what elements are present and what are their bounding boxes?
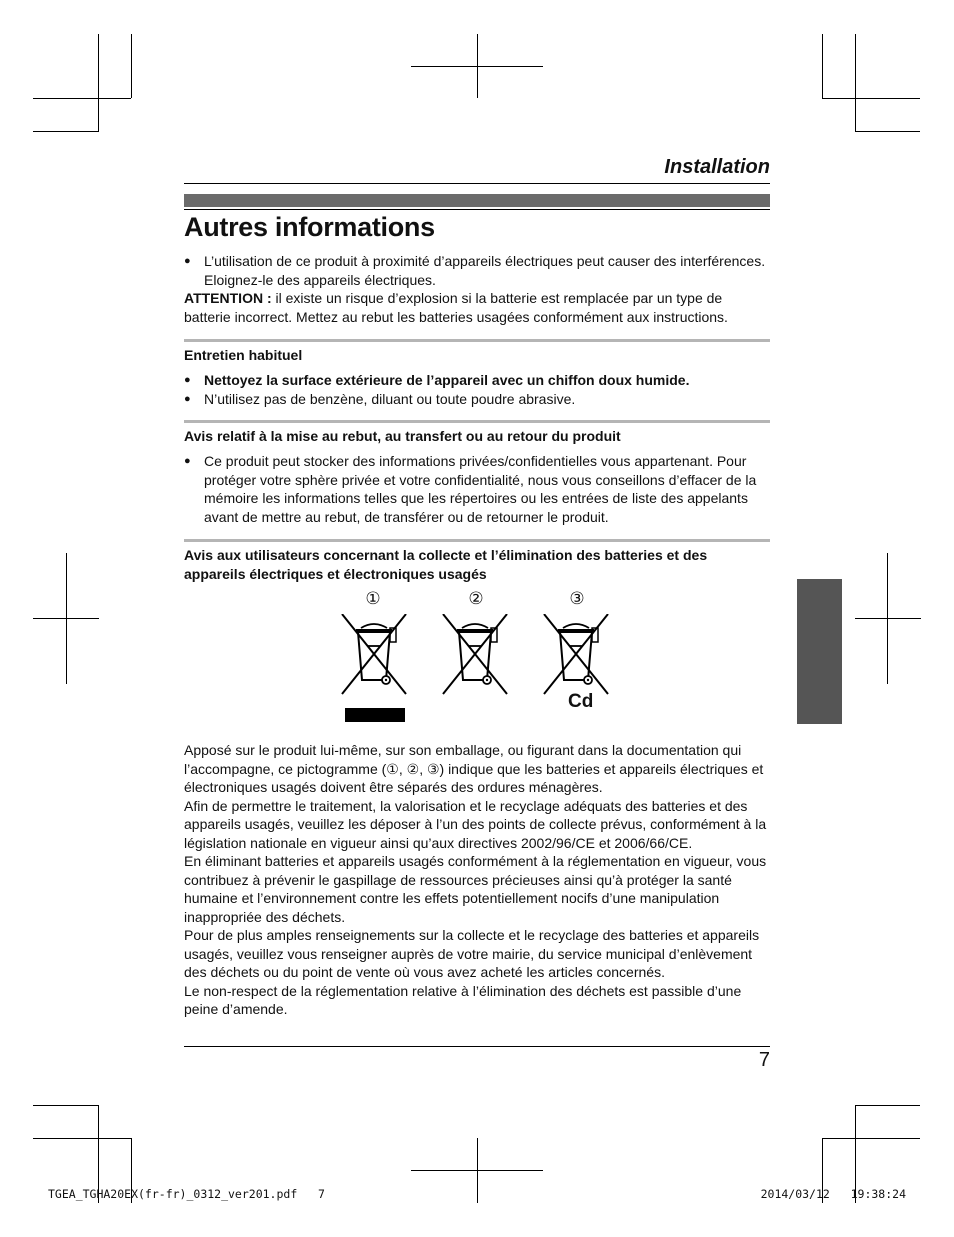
bullet-icon: ● (184, 255, 191, 267)
weee-paragraph: Afin de permettre le traitement, la valorisation et le recyclage adéquats des batteries et des appareils usagés, veuillez les déposer à l’un des points de collecte prévus, conformément à la législation nationale en vigueur ainsi qu’aux directives 2002/96/CE et 2006/66/CE. (184, 797, 767, 851)
list-item (184, 390, 770, 409)
section-divider (184, 420, 770, 423)
maintenance-item: Nettoyez la surface extérieure de l’appareil avec un chiffon doux humide. (204, 372, 690, 388)
maintenance-list (184, 371, 770, 408)
crop-mark (822, 34, 823, 98)
disposal-heading: Avis relatif à la mise au rebut, au transfert ou au retour du produit (184, 428, 621, 444)
page-number: 7 (758, 1049, 770, 1071)
section-divider (184, 539, 770, 542)
section-header: Installation (664, 156, 770, 178)
crop-mark (131, 34, 132, 98)
weee-heading: Avis aux utilisateurs concernant la collecte et l’élimination des batteries et des appareils électriques et électroniques usagés (184, 547, 708, 582)
section-divider (184, 339, 770, 342)
attention-paragraph (184, 289, 770, 326)
attention-text: il existe un risque d’explosion si la batterie est remplacée par un type de batterie incorrect. Mettez au rebut les batteries usagées conformément aux instructions. (184, 290, 728, 325)
crop-mark (822, 1138, 920, 1139)
weee-paragraph: Le non-respect de la réglementation relative à l’élimination des déchets est passible d’une peine d’amende. (184, 982, 742, 1017)
attention-label: ATTENTION : (184, 290, 272, 306)
weee-body (184, 741, 770, 1019)
maintenance-item: N’utilisez pas de benzène, diluant ou toute poudre abrasive. (204, 390, 576, 407)
crop-mark (855, 1105, 920, 1106)
weee-paragraph: En éliminant batteries et appareils usagés conformément à la réglementation en vigueur, vous contribuez à prévenir le gaspillage de ressources précieuses ainsi qu’à protéger la santé humaine et l’environnement contre les effets potentiellement nocifs d’une manipulation inappropriée des déchets. (184, 853, 767, 925)
icon-number: ① (365, 589, 381, 608)
print-file-info: TGEA_TGHA20EX(fr-fr)_0312_ver201.pdf 7 (48, 1187, 325, 1201)
crop-mark (855, 131, 920, 132)
crop-mark (411, 66, 543, 67)
print-timestamp: 2014/03/12 19:38:24 (760, 1187, 906, 1201)
intro-bullet-text: L’utilisation de ce produit à proximité d’appareils électriques peut causer des interférences. Eloignez-le des appareils électriques. (204, 253, 766, 288)
list-item (184, 452, 770, 526)
crop-mark (33, 98, 131, 99)
solid-bar-mark (345, 708, 405, 722)
bullet-icon: ● (184, 374, 191, 386)
list-item (184, 371, 770, 390)
weee-bin-icons (336, 614, 626, 696)
list-item (184, 252, 770, 289)
title-rule (184, 209, 770, 210)
crossed-bin-icon (443, 614, 507, 694)
crop-mark (33, 618, 99, 619)
crop-mark (855, 618, 921, 619)
footer-rule (184, 1046, 770, 1047)
page-title: Autres informations (184, 212, 435, 242)
crop-mark (822, 98, 920, 99)
title-bar (184, 194, 770, 207)
disposal-list (184, 452, 770, 526)
icon-number: ③ (569, 589, 585, 608)
crop-mark (411, 1170, 543, 1171)
crop-mark (855, 34, 856, 132)
disposal-item: Ce produit peut stocker des informations privées/confidentielles vous appartenant. Pour protéger votre sphère privée et votre confidentialité, nous vous conseillons d’effacer de la mémoire les informations telles que les répertoires ou les entrées de liste des appelants avant de mettre au rebut, de transférer ou de retourner le produit. (204, 453, 757, 525)
weee-paragraph: Pour de plus amples renseignements sur la collecte et le recyclage des batteries et appareils usagés, veuillez vous renseigner auprès de votre mairie, du service municipal d’enlèvement des déchets ou du point de vente où vous avez acheté les articles concernés. (184, 927, 760, 980)
maintenance-heading: Entretien habituel (184, 347, 303, 363)
crop-mark (98, 34, 99, 132)
crop-mark (33, 1105, 98, 1106)
crop-mark (33, 131, 98, 132)
icon-number: ② (468, 589, 484, 608)
side-tab-marker (797, 579, 842, 724)
cd-label: Cd (568, 691, 594, 712)
weee-paragraph: Apposé sur le produit lui-même, sur son emballage, ou figurant dans la documentation qui l’accompagne, ce pictogramme (①, ②, ③) indique que les batteries et appareils électriques et électroniques usagés doivent être séparés des ordures ménagères. (184, 742, 764, 795)
intro-section (184, 252, 770, 326)
header-rule (184, 183, 770, 184)
bullet-icon: ● (184, 392, 191, 405)
bullet-icon: ● (184, 455, 191, 467)
crossed-bin-cd-icon (544, 614, 608, 694)
crop-mark (33, 1138, 131, 1139)
crossed-bin-with-bar-icon (342, 614, 406, 694)
